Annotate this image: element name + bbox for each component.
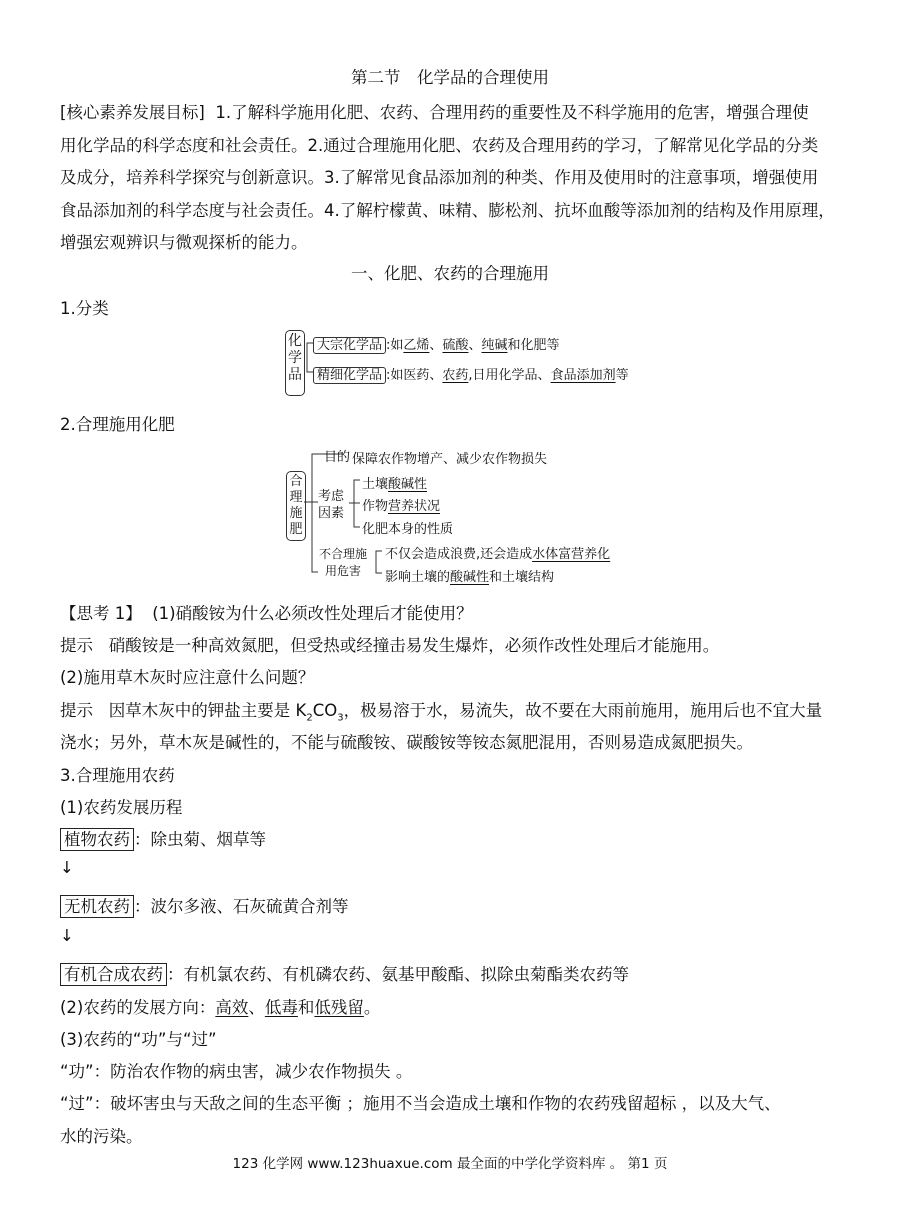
guo-text-2: 水的污染。 <box>60 1127 143 1146</box>
diagram2-factor-label: 考虑 因素 <box>318 489 345 521</box>
diagram1-branch-bulk: 大宗化学品 :如乙烯、硫酸、纯碱和化肥等 <box>313 334 560 354</box>
think1-answer-2-cont: 浇水；另外，草木灰是碱性的，不能与硫酸铵、碳酸铵等铵态氮肥混用，否则易造成氮肥损失。 <box>60 733 753 752</box>
diagram2-factor-fertilizer: 化肥本身的性质 <box>362 522 454 537</box>
diagram2-purpose-text: 保障农作物增产、减少农作物损失 <box>352 452 548 467</box>
pesticide-direction: (2)农药的发展方向：高效、低毒和低残留。 <box>60 998 381 1017</box>
goals-line-1: [核心素养发展目标] 1.了解科学施用化肥、农药、合理用药的重要性及不科学施用的危害，增强合理使 <box>60 103 809 122</box>
gongguo-title: (3)农药的“功”与“过” <box>60 1030 217 1049</box>
diagram1-root: 化学品 <box>285 330 305 396</box>
subheading-fertilizer: 2.合理施用化肥 <box>60 415 175 434</box>
diagram2-harm-label: 不合理施 用危害 <box>319 547 368 578</box>
goals-line-4: 食品添加剂的科学态度与社会责任。4.了解柠檬黄、味精、膨松剂、抗坏血酸等添加剂的结构及作用原理， <box>60 201 835 220</box>
history-title: (1)农药发展历程 <box>60 798 183 817</box>
think1-answer-2: 提示 因草木灰中的钾盐主要是 $K_2CO_3$，极易溶于水，易流失，故不要在大雨前施用，施用后也不宜大量 <box>60 701 823 724</box>
page-title: 第二节 化学品的合理使用 <box>351 68 549 87</box>
subheading-classification: 1.分类 <box>60 299 109 318</box>
history-arrow-2: ↓ <box>60 926 74 945</box>
history-item-inorganic: 无机农药 ：波尔多液、石灰硫黄合剂等 <box>60 893 349 917</box>
diagram2-factor-crop: 作物营养状况 <box>362 499 441 514</box>
think1-answer-1: 提示 硝酸铵是一种高效氮肥，但受热或经撞击易发生爆炸，必须作改性处理后才能施用。 <box>60 636 720 655</box>
goals-line-5: 增强宏观辨识与微观探析的能力。 <box>60 233 308 252</box>
page-footer: 123 化学网 www.123huaxue.com 最全面的中学化学资料库 。 第1 页 <box>232 1156 668 1172</box>
goals-line-2: 用化学品的科学态度和社会责任。2.通过合理施用化肥、农药及合理用药的学习，了解常见化学品的分类 <box>60 136 819 155</box>
diagram2-purpose-label: 目的 <box>324 450 351 465</box>
history-arrow-1: ↓ <box>60 858 74 877</box>
goals-label: [核心素养发展目标] <box>60 103 205 122</box>
diagram2-factor-soil: 土壤酸碱性 <box>362 477 428 492</box>
subheading-pesticide: 3.合理施用农药 <box>60 766 175 785</box>
diagram1-branch-fine: 精细化学品 :如医药、农药,日用化学品、食品添加剂等 <box>313 364 629 384</box>
diagram2-root: 合理施肥 <box>286 471 306 541</box>
think1-question-2: (2)施用草木灰时应注意什么问题？ <box>60 668 315 687</box>
think1-question-1: 【思考 1】 (1)硝酸铵为什么必须改性处理后才能使用？ <box>60 604 473 623</box>
history-item-plant: 植物农药 ：除虫菊、烟草等 <box>60 826 266 850</box>
section-heading-1: 一、化肥、农药的合理施用 <box>351 264 549 283</box>
goals-line-3: 及成分，培养科学探究与创新意识。3.了解常见食品添加剂的种类、作用及使用时的注意事项，增强使用 <box>60 168 819 187</box>
history-item-organic: 有机合成农药 ：有机氯农药、有机磷农药、氨基甲酸酯、拟除虫菊酯类农药等 <box>60 961 629 985</box>
diagram2-harm-2: 影响土壤的酸碱性和土壤结构 <box>385 570 555 585</box>
guo-text-1: “过”：破坏害虫与天敌之间的生态平衡 ；施用不当会造成土壤和作物的农药残留超标 ，以及大气、 <box>60 1094 781 1113</box>
think1-label: 【思考 1】 <box>60 604 142 623</box>
gong-text: “功”：防治农作物的病虫害，减少农作物损失 。 <box>60 1062 413 1081</box>
diagram2-harm-1: 不仅会造成浪费,还会造成水体富营养化 <box>385 547 611 562</box>
